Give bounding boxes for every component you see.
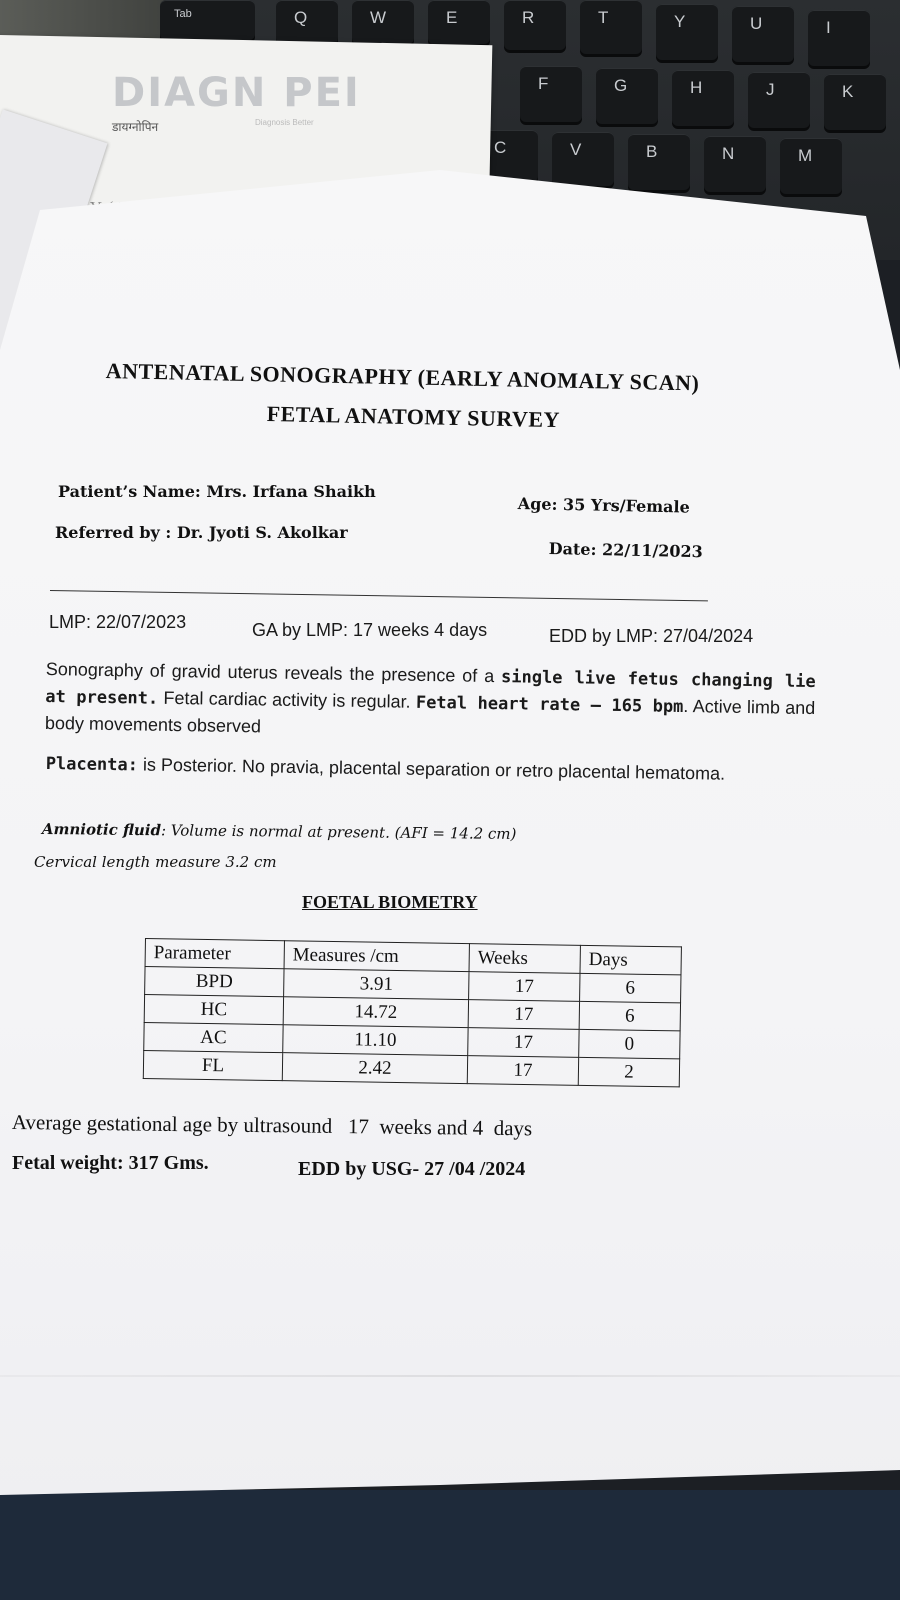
days-cell: 6 — [580, 973, 681, 1003]
report-date: Date: 22/11/2023 — [548, 539, 704, 562]
measure-cell: 2.42 — [282, 1053, 467, 1084]
clinic-logo: DIAGN PEI — [112, 70, 361, 116]
findings-text-1: Sonography of gravid uterus reveals the presence of a — [45, 658, 502, 687]
amniotic-label: Amniotic fluid — [41, 820, 162, 840]
amniotic-text: : Volume is normal at present. (AFI = 14.2 cm) — [160, 821, 517, 843]
placenta-text: is Posterior. No pravia, placental separation or retro placental hematoma. — [137, 754, 726, 784]
report-title: ANTENATAL SONOGRAPHY (EARLY ANOMALY SCAN) — [105, 358, 700, 396]
key-u: U — [732, 6, 794, 62]
findings-text-2: Fetal cardiac activity is regular. — [158, 687, 417, 712]
key-m: M — [780, 138, 842, 194]
header-days: Days — [580, 945, 681, 975]
key-f: F — [520, 66, 582, 122]
key-r: R — [504, 0, 566, 50]
days-cell: 0 — [579, 1029, 680, 1059]
clinic-logo-subtitle: डायग्नोपिन — [112, 120, 159, 134]
header-measures: Measures /cm — [284, 941, 469, 972]
findings-paragraph — [45, 656, 816, 748]
key-tab: Tab — [160, 0, 255, 40]
days-cell: 6 — [579, 1001, 680, 1031]
key-n: N — [704, 136, 766, 192]
biometry-table — [143, 938, 682, 1087]
key-j: J — [748, 72, 810, 128]
average-gestational-age: Average gestational age by ultrasound 17 weeks and 4 days — [11, 1110, 533, 1141]
key-y: Y — [656, 4, 718, 60]
edd-by-lmp: EDD by LMP: 27/04/2024 — [549, 626, 754, 646]
key-g: G — [596, 68, 658, 124]
param-cell: HC — [144, 995, 283, 1025]
key-c: C — [476, 130, 538, 182]
param-cell: BPD — [145, 967, 284, 997]
key-v: V — [552, 132, 614, 186]
measure-cell: 14.72 — [283, 997, 468, 1028]
lmp: LMP: 22/07/2023 — [49, 612, 187, 632]
key-k: K — [824, 74, 886, 130]
findings-emphasis-1: single live fetus changing lie at present. — [45, 667, 816, 709]
weeks-cell: 17 — [468, 1000, 579, 1030]
fetal-weight: Fetal weight: 317 Gms. — [12, 1152, 209, 1174]
key-b: B — [628, 134, 690, 190]
days-cell: 2 — [578, 1057, 679, 1087]
measure-cell: 3.91 — [284, 969, 469, 1000]
report-subtitle: FETAL ANATOMY SURVEY — [266, 401, 561, 433]
param-cell: FL — [143, 1050, 282, 1080]
weeks-cell: 17 — [469, 972, 580, 1002]
patient-name: Patient’s Name: Mrs. Irfana Shaikh — [58, 482, 376, 501]
patient-age: Age: 35 Yrs/Female — [517, 494, 690, 517]
referred-by: Referred by : Dr. Jyoti S. Akolkar — [55, 523, 348, 542]
key-t: T — [580, 0, 642, 54]
clinic-tagline: Diagnosis Better — [255, 118, 314, 127]
key-i: I — [808, 10, 870, 66]
header-weeks: Weeks — [469, 944, 580, 974]
key-q: Q — [276, 0, 338, 44]
desk-bottom — [0, 1490, 900, 1600]
measure-cell: 11.10 — [283, 1025, 468, 1056]
key-e: E — [428, 0, 490, 44]
cervical-length: Cervical length measure 3.2 cm — [34, 853, 277, 871]
weeks-cell: 17 — [467, 1056, 578, 1086]
weeks-cell: 17 — [468, 1028, 579, 1058]
edd-by-usg: EDD by USG- 27 /04 /2024 — [298, 1158, 526, 1180]
paper-fold — [0, 1375, 900, 1377]
biometry-title: FOETAL BIOMETRY — [302, 892, 478, 912]
ga-by-lmp: GA by LMP: 17 weeks 4 days — [252, 620, 488, 640]
param-cell: AC — [144, 1022, 283, 1052]
fetal-heart-rate: Fetal heart rate – 165 bpm — [415, 692, 684, 718]
header-parameter: Parameter — [145, 939, 284, 969]
key-w: W — [352, 0, 414, 44]
key-h: H — [672, 70, 734, 126]
findings-text-3: . Active limb and body movements observed — [44, 696, 816, 737]
placenta-label: Placenta: — [45, 753, 139, 776]
